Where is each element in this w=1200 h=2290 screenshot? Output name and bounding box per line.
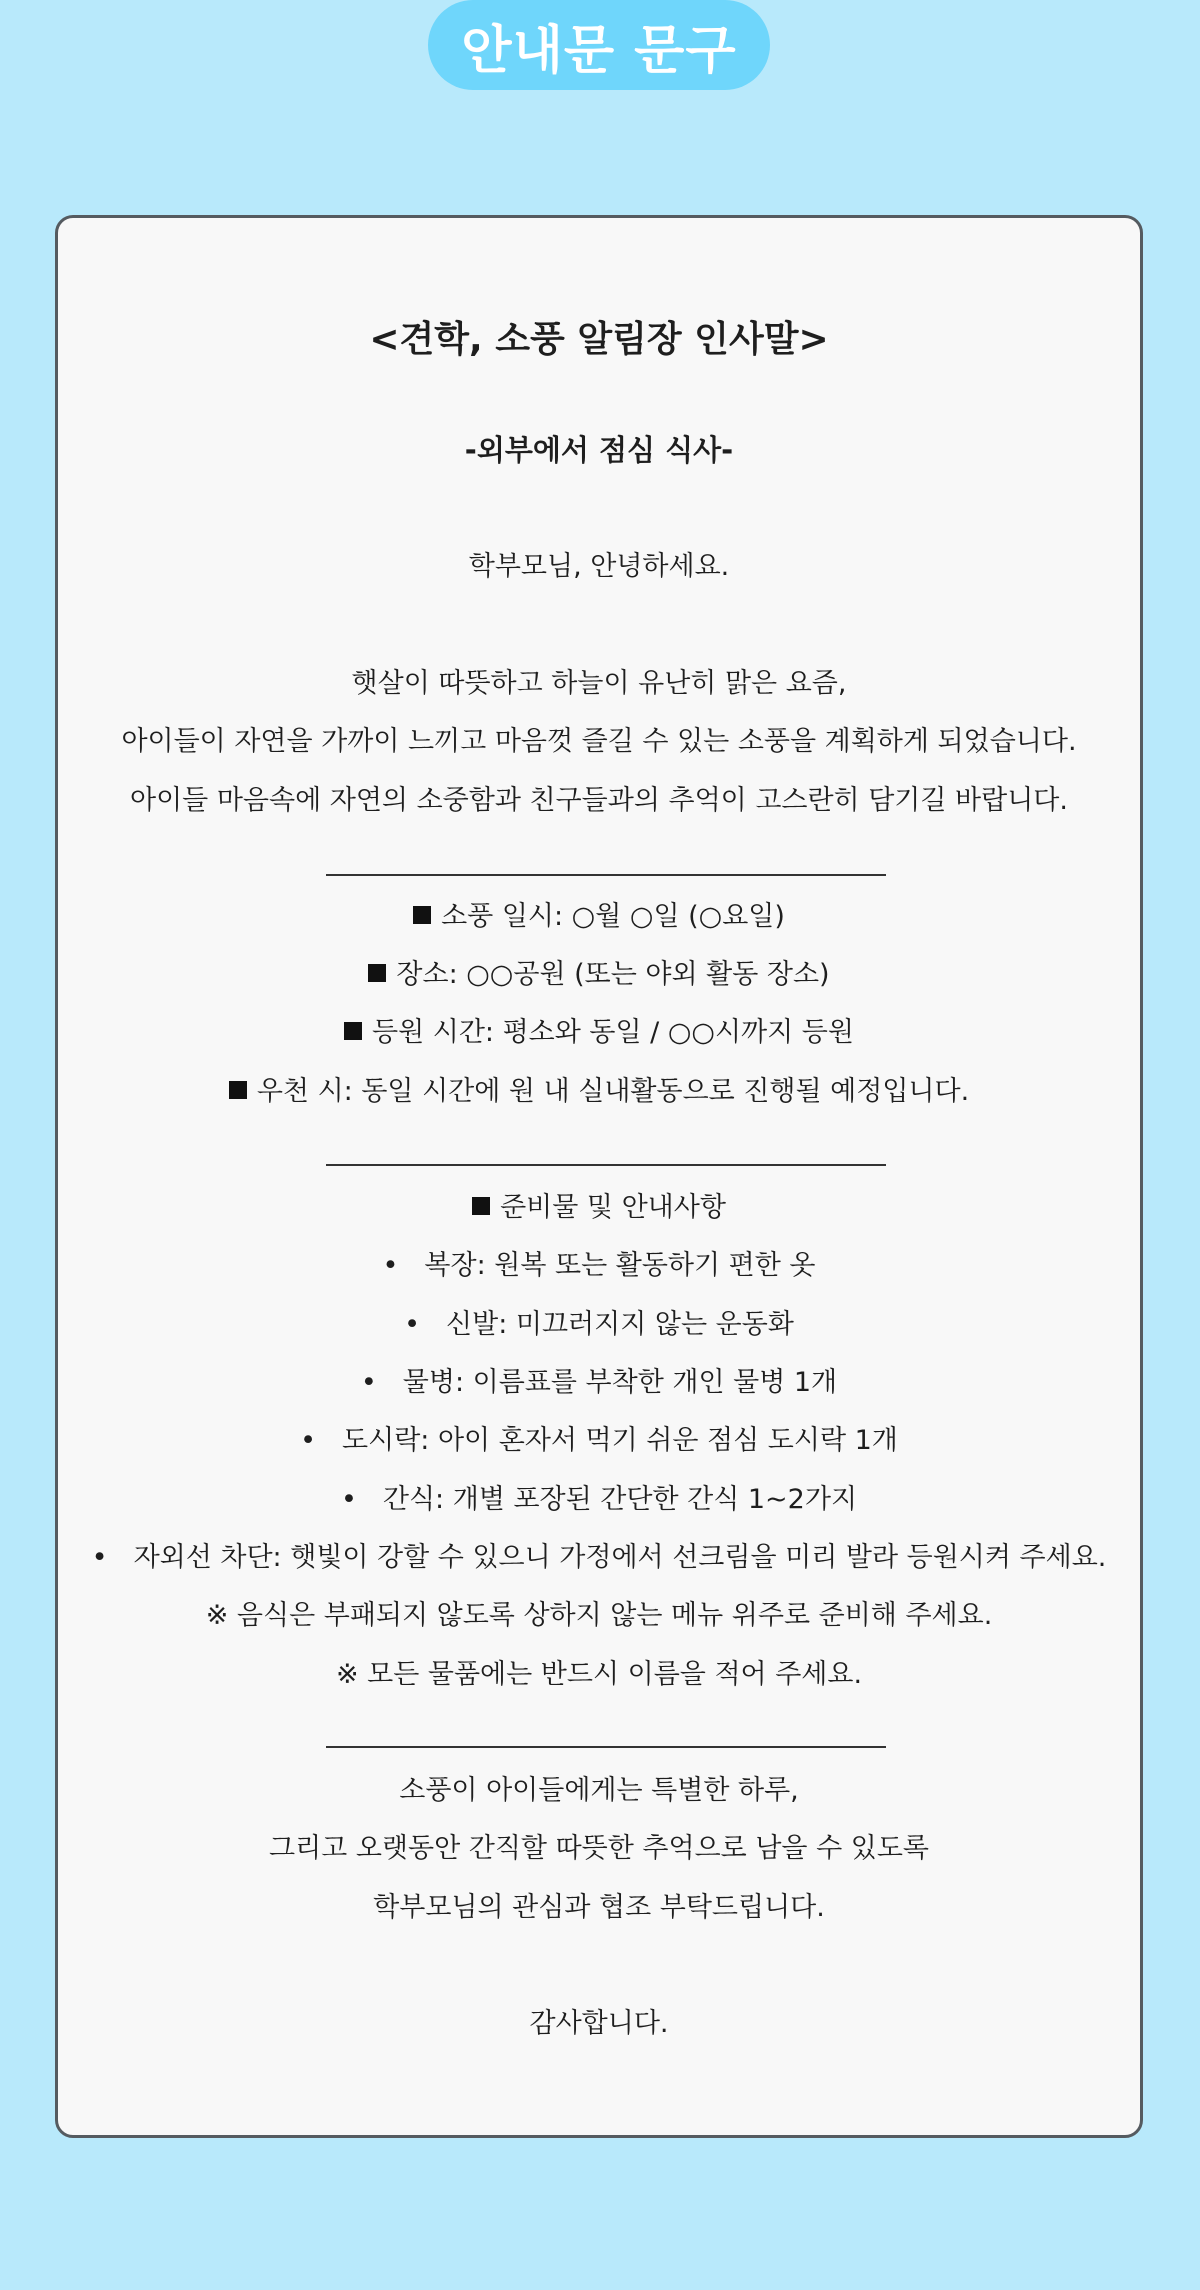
thanks-text: 감사합니다. [529,2008,669,2039]
intro-line: 아이들이 자연을 가까이 느끼고 마음껏 즐길 수 있는 소풍을 계획하게 되었습니다. [121,726,1077,757]
bullet-icon: • [360,1367,377,1398]
schedule-item [58,1013,1140,1053]
schedule-item-text: 장소: ○○공원 (또는 야외 활동 장소) [396,959,830,990]
schedule-item-text: 등원 시간: 평소와 동일 / ○○시까지 등원 [372,1017,854,1048]
schedule-item-text: 우천 시: 동일 시간에 원 내 실내활동으로 진행될 예정입니다. [256,1076,970,1107]
prep-item [58,1538,1140,1578]
bullet-icon: • [404,1309,421,1340]
prep-item [58,1363,1140,1403]
closing-line: 그리고 오랫동안 간직할 따뜻한 추억으로 남을 수 있도록 [269,1833,929,1864]
prep-item-text: 자외선 차단: 햇빛이 강할 수 있으니 가정에서 선크림을 미리 발라 등원시켜 주세요. [133,1542,1107,1573]
section-divider [326,1746,886,1748]
note-line: ※ 모든 물품에는 반드시 이름을 적어 주세요. [335,1659,863,1690]
bullet-icon: • [340,1484,357,1515]
schedule-item [58,1072,1140,1112]
note-line: ※ 음식은 부패되지 않도록 상하지 않는 메뉴 위주로 준비해 주세요. [205,1600,993,1631]
bullet-icon: • [382,1250,399,1281]
schedule-item [58,955,1140,995]
section-divider [326,874,886,876]
prep-item [58,1421,1140,1461]
black-square-icon [229,1081,247,1099]
notice-card [55,215,1143,2138]
black-square-icon [344,1022,362,1040]
greeting-text: 학부모님, 안녕하세요. [468,551,730,582]
header-title: 안내문 문구 [461,20,737,81]
prep-item-text: 물병: 이름표를 부착한 개인 물병 1개 [402,1367,838,1398]
intro-line: 아이들 마음속에 자연의 소중함과 친구들과의 추억이 고스란히 담기길 바랍니다. [130,785,1068,816]
header-title-badge [428,0,770,90]
prep-item-text: 신발: 미끄러지지 않는 운동화 [446,1309,794,1340]
closing-line: 학부모님의 관심과 협조 부탁드립니다. [373,1892,825,1923]
prep-item-text: 간식: 개별 포장된 간단한 간식 1~2가지 [382,1484,858,1515]
intro-line: 햇살이 따뜻하고 하늘이 유난히 맑은 요즘, [351,668,847,699]
prep-item-text: 복장: 원복 또는 활동하기 편한 옷 [424,1250,816,1281]
black-square-icon [368,964,386,982]
schedule-item [58,897,1140,937]
black-square-icon [472,1197,490,1215]
black-square-icon [413,906,431,924]
prep-item [58,1480,1140,1520]
bullet-icon: • [300,1425,317,1456]
prep-item-text: 도시락: 아이 혼자서 먹기 쉬운 점심 도시락 1개 [342,1425,898,1456]
prep-item [58,1246,1140,1286]
prep-item [58,1305,1140,1345]
prep-heading-text: 준비물 및 안내사항 [500,1192,726,1223]
schedule-item-text: 소풍 일시: ○월 ○일 (○요일) [441,901,785,932]
section-divider [326,1164,886,1166]
notice-subtitle: -외부에서 점심 식사- [464,433,734,467]
closing-line: 소풍이 아이들에게는 특별한 하루, [399,1775,799,1806]
prep-heading [58,1188,1140,1228]
notice-title: <견학, 소풍 알림장 인사말> [369,319,829,360]
bullet-icon: • [91,1542,108,1573]
